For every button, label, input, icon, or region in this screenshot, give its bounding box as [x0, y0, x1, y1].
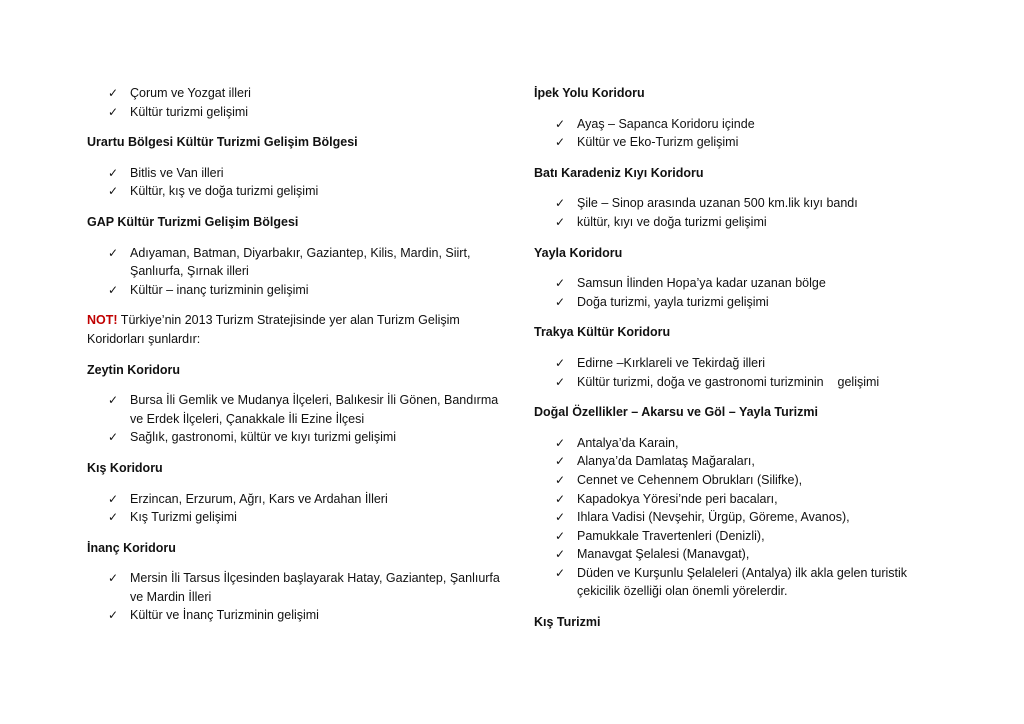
list-item [87, 103, 502, 122]
list-item [534, 354, 934, 373]
section-list [87, 164, 502, 201]
checkmark-icon: ✓ [108, 608, 119, 623]
list-item [534, 194, 934, 213]
item-text: Kültür – inanç turizminin gelişimi [130, 282, 309, 297]
section-list [534, 194, 934, 231]
item-text: Ihlara Vadisi (Nevşehir, Ürgüp, Göreme, Avanos), [577, 510, 850, 525]
item-text: Kapadokya Yöresi’nde peri bacaları, [577, 491, 778, 506]
list-item [534, 545, 934, 564]
item-text: Kültür, kış ve doğa turizmi gelişimi [130, 184, 319, 199]
intro-list [87, 84, 502, 121]
item-text: Antalya’da Karain, [577, 435, 679, 450]
section-bati-karadeniz [534, 164, 934, 232]
section-heading: Yayla Koridoru [534, 245, 623, 260]
item-text: Erzincan, Erzurum, Ağrı, Kars ve Ardahan İlleri [130, 491, 388, 506]
checkmark-icon: ✓ [555, 510, 566, 525]
list-item [87, 569, 502, 606]
checkmark-icon: ✓ [108, 393, 119, 408]
list-item [534, 373, 934, 392]
item-text: Alanya’da Damlataş Mağaraları, [577, 454, 755, 469]
list-item [87, 281, 502, 300]
section-kis-koridoru [87, 459, 502, 527]
checkmark-icon: ✓ [108, 282, 119, 297]
item-text: kültür, kıyı ve doğa turizmi gelişimi [577, 214, 767, 229]
section-heading: Kış Koridoru [87, 460, 163, 475]
list-item [87, 84, 502, 103]
list-item [534, 274, 934, 293]
section-heading: İnanç Koridoru [87, 540, 176, 555]
section-ipek-yolu [534, 84, 934, 152]
checkmark-icon: ✓ [108, 510, 119, 525]
note-label: NOT! [87, 313, 118, 328]
item-text: Adıyaman, Batman, Diyarbakır, Gaziantep, Kilis, Mardin, Siirt, Şanlıurfa, Şırnak illeri [130, 245, 471, 279]
checkmark-icon: ✓ [108, 165, 119, 180]
checkmark-icon: ✓ [555, 491, 566, 506]
section-dogal-ozellikler [534, 403, 934, 601]
item-text: Samsun İlinden Hopa’ya kadar uzanan bölge [577, 276, 826, 291]
list-item [534, 213, 934, 232]
list-item [87, 391, 502, 428]
section-kis-turizmi [534, 613, 934, 632]
section-list [87, 490, 502, 527]
item-text: Kültür turizmi gelişimi [130, 104, 249, 119]
item-text: Kültür ve İnanç Turizminin gelişimi [130, 608, 319, 623]
item-text: Şile – Sinop arasında uzanan 500 km.lik kıyı bandı [577, 196, 858, 211]
section-heading: Batı Karadeniz Kıyı Koridoru [534, 165, 704, 180]
item-text: Pamukkale Travertenleri (Denizli), [577, 528, 765, 543]
list-item [534, 115, 934, 134]
section-zeytin [87, 361, 502, 447]
section-heading: İpek Yolu Koridoru [534, 86, 645, 100]
checkmark-icon: ✓ [108, 245, 119, 260]
list-item [534, 452, 934, 471]
left-column [87, 84, 502, 637]
note-paragraph [87, 311, 502, 348]
section-urartu [87, 133, 502, 201]
list-item [87, 508, 502, 527]
section-list [534, 434, 934, 601]
checkmark-icon: ✓ [555, 528, 566, 543]
list-item [534, 527, 934, 546]
section-list [534, 115, 934, 152]
checkmark-icon: ✓ [555, 196, 566, 211]
item-text: Düden ve Kurşunlu Şelaleleri (Antalya) ilk akla gelen turistik çekicilik özelliği olan önemli yörelerdir. [577, 565, 908, 599]
checkmark-icon: ✓ [555, 374, 566, 389]
list-item [534, 490, 934, 509]
section-heading: Urartu Bölgesi Kültür Turizmi Gelişim Bölgesi [87, 135, 358, 150]
item-text: Kültür ve Eko-Turizm gelişimi [577, 135, 739, 150]
section-trakya [534, 323, 934, 391]
item-text: Bitlis ve Van illeri [130, 165, 224, 180]
item-text: Çorum ve Yozgat illeri [130, 86, 251, 100]
checkmark-icon: ✓ [108, 491, 119, 506]
item-text: Bursa İli Gemlik ve Mudanya İlçeleri, Balıkesir İli Gönen, Bandırma ve Erdek İlçeleri, Çanakkale İli Ezine İlçesi [130, 393, 499, 426]
item-text: Manavgat Şelalesi (Manavgat), [577, 547, 750, 562]
section-list [534, 354, 934, 391]
list-item [534, 471, 934, 490]
item-text: Kış Turizmi gelişimi [130, 510, 237, 525]
note-text: Türkiye’nin 2013 Turizm Stratejisinde yer alan Turizm Gelişim Koridorları şunlardır: [87, 313, 460, 346]
section-heading: Doğal Özellikler – Akarsu ve Göl – Yayla Turizmi [534, 405, 818, 420]
checkmark-icon: ✓ [555, 565, 566, 580]
item-text: Mersin İli Tarsus İlçesinden başlayarak Hatay, Gaziantep, Şanlıurfa ve Mardin İlleri [130, 571, 500, 604]
section-heading: Trakya Kültür Koridoru [534, 325, 671, 340]
checkmark-icon: ✓ [108, 86, 119, 100]
list-item [534, 564, 934, 601]
checkmark-icon: ✓ [108, 104, 119, 119]
item-text: Cennet ve Cehennem Obrukları (Silifke), [577, 472, 803, 487]
section-heading: GAP Kültür Turizmi Gelişim Bölgesi [87, 214, 299, 229]
checkmark-icon: ✓ [555, 435, 566, 450]
section-heading: Zeytin Koridoru [87, 362, 181, 377]
section-gap [87, 213, 502, 299]
section-list [534, 274, 934, 311]
checkmark-icon: ✓ [555, 294, 566, 309]
list-item [534, 133, 934, 152]
checkmark-icon: ✓ [555, 547, 566, 562]
section-heading: Kış Turizmi [534, 615, 601, 630]
section-list [87, 569, 502, 625]
list-item [87, 606, 502, 625]
checkmark-icon: ✓ [555, 454, 566, 469]
checkmark-icon: ✓ [555, 472, 566, 487]
checkmark-icon: ✓ [108, 430, 119, 445]
checkmark-icon: ✓ [555, 355, 566, 370]
list-item [87, 244, 502, 281]
section-yayla [534, 244, 934, 312]
section-list [87, 391, 502, 447]
item-text: Sağlık, gastronomi, kültür ve kıyı turizmi gelişimi [130, 430, 397, 445]
item-text: Doğa turizmi, yayla turizmi gelişimi [577, 294, 769, 309]
checkmark-icon: ✓ [108, 571, 119, 586]
checkmark-icon: ✓ [555, 214, 566, 229]
checkmark-icon: ✓ [108, 184, 119, 199]
checkmark-icon: ✓ [555, 135, 566, 150]
list-item [87, 428, 502, 447]
right-column [534, 84, 934, 644]
item-text: Edirne –Kırklareli ve Tekirdağ illeri [577, 355, 766, 370]
list-item [534, 508, 934, 527]
list-item [87, 490, 502, 509]
checkmark-icon: ✓ [555, 276, 566, 291]
section-inanc [87, 539, 502, 625]
section-list [87, 244, 502, 300]
list-item [87, 164, 502, 183]
item-text: Kültür turizmi, doğa ve gastronomi turizminin gelişimi [577, 374, 880, 389]
item-text: Ayaş – Sapanca Koridoru içinde [577, 116, 755, 131]
list-item [534, 434, 934, 453]
list-item [87, 182, 502, 201]
checkmark-icon: ✓ [555, 116, 566, 131]
list-item [534, 293, 934, 312]
